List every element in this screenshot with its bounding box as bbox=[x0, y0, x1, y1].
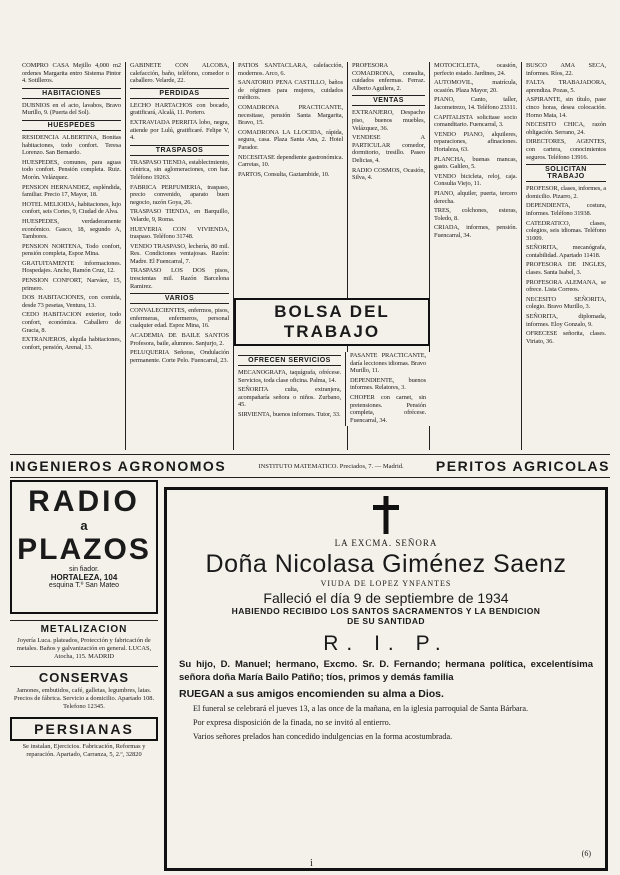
classified-ad: DEPENDIENTE, buenos informes. Relatores, 3. bbox=[350, 376, 426, 392]
classified-ad: DEPENDIENTA, costura, informes. Teléfono 31938. bbox=[526, 202, 606, 217]
sacraments-line-2: DE SU SANTIDAD bbox=[347, 616, 425, 626]
conservas-title: CONSERVAS bbox=[10, 666, 158, 685]
classified-ad: PIANO, Canto, taller, Jacometrezo, 14. Teléfono 23311. bbox=[434, 96, 517, 111]
classified-ad: TRASPASO TIENDA, establecimiento, céntrica, sin aglomeraciones, con bar. Teléfono 19263. bbox=[130, 158, 229, 181]
classified-ad: VENDESE A PARTICULAR comedor, dormitorio, tresillo. Paseo Delicias, 4. bbox=[352, 134, 425, 164]
classified-ad: GABINETE CON ALCOBA, calefacción, baño, teléfono, comedor o caballero. Velarde, 22. bbox=[130, 62, 229, 85]
classified-ad: DUBNIOS en el acto, lavabos, Bravo Murillo, 9. (Puerta del Sol). bbox=[22, 101, 121, 117]
banner-left: INGENIEROS AGRONOMOS bbox=[10, 458, 227, 474]
section-heading: VENTAS bbox=[352, 95, 425, 106]
classified-column-6 bbox=[522, 62, 610, 450]
classified-ad: PARTOS, Consulta, Gaztambide, 10. bbox=[238, 170, 330, 178]
classified-ad: FABRICA PERFUMERIA, traspaso, precio convenido, aparato buen negocio, razón Goya, 26. bbox=[130, 183, 229, 206]
classified-ad: NECESITASE dependiente gastronómica. Carretas, 10. bbox=[238, 153, 343, 169]
classified-ad: PLANCHA, buenas mancas, gasto. Galileo, 5. bbox=[434, 155, 517, 171]
deceased-name: Doña Nicolasa Giménez Saenz bbox=[205, 550, 567, 578]
classified-ad: SIRVIENTA, buenos informes. Tutor, 33. bbox=[238, 410, 341, 418]
classified-ad: NECESITO CHICA, razón obligación. Serrano, 24. bbox=[526, 121, 606, 136]
metalizacion-body: Joyería Luca. plateados, Protección y fabricación de metales. Baños y galvanización en general. LUCAS, Atocha, 115. MADRID bbox=[16, 637, 152, 660]
classified-ad: SEÑORITA culta, extranjera, acompañaría señora o niños. Zurbano, 45. bbox=[238, 386, 341, 409]
cross-icon bbox=[179, 496, 593, 536]
prelates-paragraph: Varios señores prelados han concedido indulgencias en la forma acostumbrada. bbox=[193, 732, 453, 741]
radio-ad-connector: a bbox=[80, 518, 88, 533]
classified-ad: TRES, colchones, esteras, Toledo, 8. bbox=[434, 207, 517, 222]
widow-line: VIUDA DE LOPEZ YNFANTES bbox=[320, 579, 452, 588]
classified-ad: SEÑORITA, diplomada, informes. Eloy Gonzalo, 9. bbox=[526, 313, 606, 328]
persianas-body: Se instalan, Ejercicios. Fabricación, Reformas y reparación. Apartado, Carranza, 5, 2.º, 32820 bbox=[22, 742, 146, 758]
classified-ad: PATIOS SANTACLARA, calefacción, modernos. Arco, 6. bbox=[238, 62, 343, 77]
classified-ad: COMADRONA PRACTICANTE, necesitase, pensión Santa Margarita, Bravo, 15. bbox=[238, 103, 343, 127]
classified-column-5 bbox=[430, 62, 522, 450]
classified-ad: PENSION CONFORT, Narváez, 15, primero. bbox=[22, 277, 121, 292]
rip-text: R. I. P. bbox=[323, 632, 449, 655]
page-footmark: i bbox=[310, 858, 313, 869]
ruegan-line: RUEGAN a sus amigos encomienden su alma a Dios. bbox=[179, 688, 444, 700]
classified-ad: PROFESORA DE INGLES, clases. Santa Isabel, 3. bbox=[526, 261, 606, 277]
obituary-label: LA EXCMA. SEÑORA bbox=[334, 538, 438, 548]
classified-ad: CEDO HABITACION exterior, todo confort, económica. Caballero de Gracia, 8. bbox=[22, 311, 121, 334]
sacraments-line-1: HABIENDO RECIBIDO LOS SANTOS SACRAMENTOS Y LA BENDICION bbox=[231, 606, 541, 616]
classified-ad: HUESPEDES, comunes, para aguas todo confort. Pensión completa. Ruiz. Morón. Velázquez. bbox=[22, 158, 121, 181]
classified-ad: LECHO HARTACHOS con bocado, gratificará, Alcalá, 11. Portero. bbox=[130, 101, 229, 117]
classified-ad: PIANO, alquiler, puerta, tercero derecha. bbox=[434, 189, 517, 205]
conservas-body: Jamones, embutidos, café, galletas, legumbres, latas. Precios de fábrica. Servicio a domicilio. Apartado 108. Telefono 12345. bbox=[13, 687, 155, 710]
metalizacion-title: METALIZACION bbox=[10, 620, 158, 635]
classified-ad: ACADEMIA DE BAILE SANTOS Profesora, baile, alumnos. Sanjurjo, 2. bbox=[130, 332, 229, 347]
radio-ad-address: HORTALEZA, 104 bbox=[50, 573, 118, 582]
section-heading: HABITACIONES bbox=[22, 88, 121, 99]
radio-ad-sub: sin fiador. bbox=[69, 566, 99, 573]
classified-ad: BUSCO AMA SECA, informes. Ríos, 22. bbox=[526, 62, 606, 77]
notice-code: (6) bbox=[581, 849, 591, 858]
radio-ad-address2: esquina T.º San Mateo bbox=[48, 582, 120, 589]
classified-ad: AUTOMOVIL, matrícula, ocasión. Plaza Mayor, 20. bbox=[434, 79, 517, 94]
classified-ad: VENDO bicicleta, reloj, caja. Consulta Viejo, 11. bbox=[434, 172, 517, 188]
classified-ad: TRASPASO LOS DOS pisos, trescientas mil. Razón Barcelona Ramirez. bbox=[130, 267, 229, 290]
classified-ad: CATEDRATICO, clases, colegios, seis idiomas. Teléfono 31009. bbox=[526, 219, 606, 242]
classified-ad: TRASPASO TIENDA, en Barquillo, Velarde, 9, Roma. bbox=[130, 208, 229, 223]
classified-ad: PELUQUERIA Señoras, Ondulación permanente. Corte Pelo. Fuencarral, 23. bbox=[130, 349, 229, 364]
classified-ad: NECESITO SEÑORITA, colegio. Bravo Murillo, 3. bbox=[526, 295, 606, 311]
classified-ad: DIRECTORES, AGENTES, con cartera, conocimientos seguros. Teléfono 13916. bbox=[526, 138, 606, 161]
banner-right: PERITOS AGRICOLAS bbox=[435, 458, 610, 474]
classified-ad: OFRECESE señorita, clases. Viriato, 36. bbox=[526, 330, 606, 345]
bolsa-del-trabajo-heading: BOLSA DEL TRABAJO bbox=[234, 298, 430, 346]
classified-ad: EXTRANJEROS, alquila habitaciones, confort, pensión, Arenal, 13. bbox=[22, 336, 121, 351]
classified-ad: GRATUITAMENTE informaciones. Hospedajes. Ancho, Ramón Cruz, 12. bbox=[22, 259, 121, 275]
radio-ad-title: RADIO bbox=[28, 485, 140, 518]
bolsa-column-left bbox=[234, 352, 346, 426]
classified-ad: VENDO PIANO, alquileres, reparaciones, afinaciones. Hortaleza, 63. bbox=[434, 130, 517, 153]
classified-ad: VENDO TRASPASO, lechería, 80 mil. Res. Condiciones ventajosas. Razón: Madre. El Fuencarral, 7. bbox=[130, 242, 229, 265]
funeral-paragraph: El funeral se celebrará el jueves 13, a las once de la mañana, en la iglesia parroquial de Santa Bárbara. bbox=[193, 704, 529, 713]
bolsa-section bbox=[234, 294, 430, 426]
classified-ad: RADIO COSMOS, Ocasión, Silva, 4. bbox=[352, 166, 425, 182]
section-heading: OFRECEN SERVICIOS bbox=[238, 355, 341, 366]
classified-ad: FALTA TRABAJADORA, aprendiza. Pozas, 5. bbox=[526, 79, 606, 94]
classified-ad: PENSION NORTENA, Todo confort, pensión completa, Espoz Mina. bbox=[22, 242, 121, 258]
classified-ad: CAPITALISTA solicitase socio comanditario. Fuencarral, 3. bbox=[434, 113, 517, 129]
classified-ad: CHOFER con carnet, sin pretensiones. Pensión completa, ofrécese. Fuencarral, 34. bbox=[350, 393, 426, 424]
classified-ad: ASPIRANTE, sin título, pase cinco horas, desea colocación. Horno Mata, 14. bbox=[526, 96, 606, 119]
section-heading: PERDIDAS bbox=[130, 88, 229, 99]
classified-ad: SEÑORITA, mecanógrafa, contabilidad. Apartado 11418. bbox=[526, 244, 606, 259]
classified-ad: CRIADA, informes, pensión. Fuencarral, 34. bbox=[434, 224, 517, 239]
family-list: Su hijo, D. Manuel; hermano, Excmo. Sr. D. Fernando; hermana política, excelentísima señora doña María Bailo Patiño; tíos, primos y demás familia bbox=[179, 659, 593, 683]
classified-column-2 bbox=[126, 62, 234, 450]
persianas-title: PERSIANAS bbox=[10, 717, 158, 741]
classified-ad: PASANTE PRACTICANTE, daría lecciones idiomas. Bravo Murillo, 11. bbox=[350, 352, 426, 375]
burial-paragraph: Por expresa disposición de la finada, no se invitó al entierro. bbox=[193, 718, 391, 727]
agronomos-banner bbox=[10, 454, 610, 478]
classified-ad: RESIDENCIA ALBERTINA, Bonitas habitaciones, todo confort. Teresa Lorenzo. San Bernardo. bbox=[22, 133, 121, 157]
classified-ad: EXTRANJERO, Despacho piso, buenos muebles, Velázquez, 36. bbox=[352, 109, 425, 132]
left-ads-column bbox=[10, 480, 158, 872]
section-heading: VARIOS bbox=[130, 293, 229, 304]
classified-ad: COMADRONA LA LLOCIDA, rápida, segura, casa. Plaza Santa Ana, 2. Hotel Parador. bbox=[238, 128, 343, 151]
classified-ad: EXTRAVIADA PERRITA lobo, negra, atiende por Lulú, gratificaré. Felipe V, 4. bbox=[130, 118, 229, 142]
classified-ad: DOS HABITACIONES, con comida, desde 73 pesetas, Ventura, 13. bbox=[22, 294, 121, 309]
section-heading: TRASPASOS bbox=[130, 145, 229, 156]
classified-ad: HUEVERIA CON VIVIENDA, traspaso. Teléfono 31748. bbox=[130, 225, 229, 241]
classified-ad: PROFESORA ALEMANA, se ofrece. Lista Correos. bbox=[526, 278, 606, 294]
section-heading: SOLICITAN TRABAJO bbox=[526, 164, 606, 182]
classified-ad: MOTOCICLETA, ocasión, perfecto estado. Jardines, 24. bbox=[434, 62, 517, 77]
radio-ad-plazos: PLAZOS bbox=[17, 533, 151, 566]
classified-ad: PROFESORA COMADRONA, consulta, cuidados enfermas. Ferraz. Alberto Aguilera, 2. bbox=[352, 62, 425, 92]
classified-ad: SANATORIO PENA CASTILLO, baños de régimen para mujeres, cuidados médicos. bbox=[238, 79, 343, 102]
banner-middle: INSTITUTO MATEMATICO. Preciados, 7. — Madrid. bbox=[258, 462, 404, 470]
radio-ad bbox=[10, 480, 158, 614]
classified-ad: COMPRO CASA Mejillo 4,000 m2 ordenes Margarita entro Sistema Pintor 4. Sotilleros. bbox=[22, 62, 121, 85]
obituary-notice bbox=[164, 487, 608, 871]
classified-ad: PROFESOR, clases, informes, a domicilio. Pizarro, 2. bbox=[526, 185, 606, 200]
death-date: Falleció el día 9 de septiembre de 1934 bbox=[263, 590, 509, 606]
classified-ad: PENSION HERNANDEZ, espléndida, familiar. Precio 17, Mayor, 18. bbox=[22, 183, 121, 199]
classified-ad: HOTEL MELIOIDA, habitaciones, lujo confort, seis Cortes, 9, Ciudad de Alva. bbox=[22, 200, 121, 216]
section-heading: HUESPEDES bbox=[22, 120, 121, 131]
classified-ad: MECANOGRAFA, taquígrafa, ofrécese. Servicios, toda clase oficina. Palma, 14. bbox=[238, 369, 341, 384]
classified-column-1 bbox=[18, 62, 126, 450]
bolsa-column-right bbox=[346, 352, 430, 426]
classified-ad: HUESPEDES, verdaderamente económico. Gasco, 18, segundo A, Tambores. bbox=[22, 217, 121, 241]
classified-ad: CONVALECIENTES, enfermos, pisos, enfermeras, enfermeros, personal cualquier edad. Espoz Mina, 16. bbox=[130, 307, 229, 330]
